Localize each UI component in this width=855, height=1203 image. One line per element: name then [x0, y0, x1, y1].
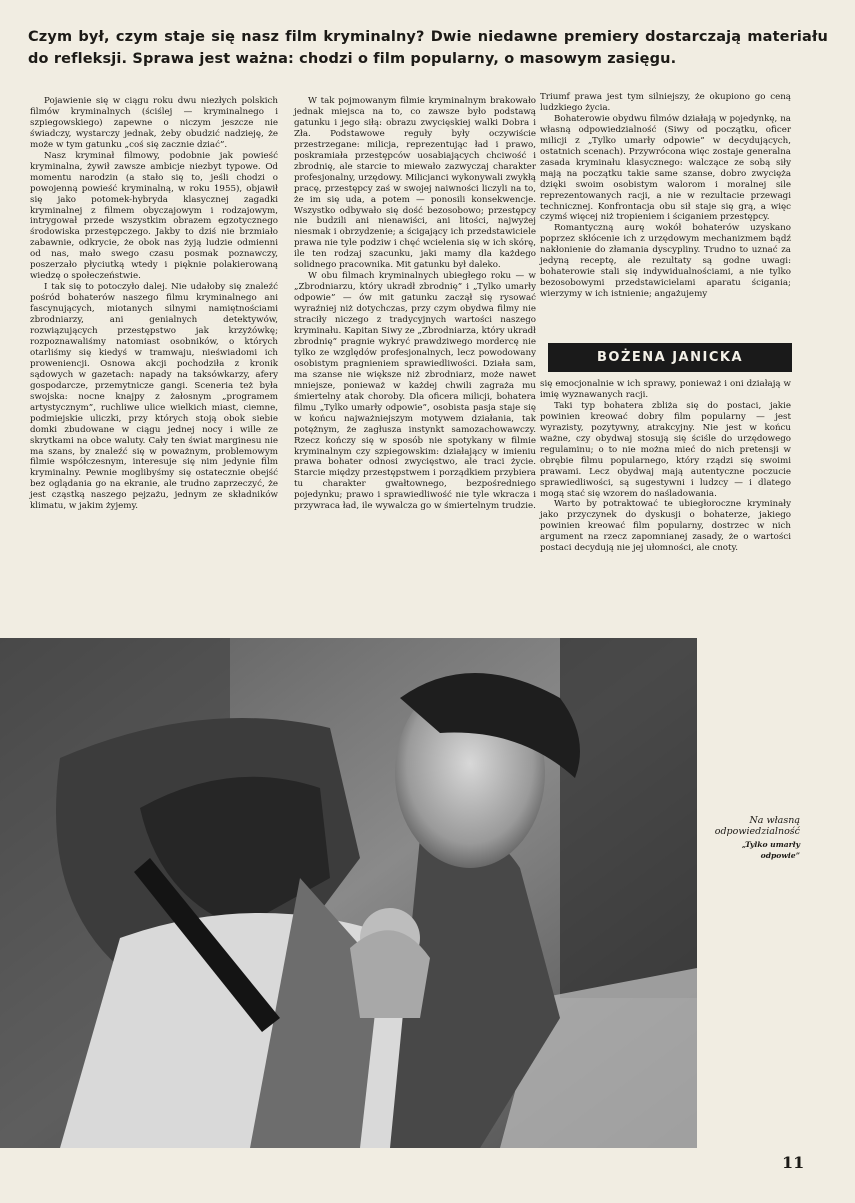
page-number: 11	[782, 1153, 805, 1172]
article-column-2	[294, 96, 536, 512]
paragraph: Warto by potraktować te ubiegłoroczne kryminały jako przyczynek do dyskusji o bohaterze, jakiego powinien kreować film popularny, dostrzec w nich argument na rzecz zapomnianej zasady, że o wartości postaci decydują nie jej ułomności, ale cnoty.	[540, 499, 791, 554]
paragraph: W tak pojmowanym filmie kryminalnym brakowało jednak miejsca na to, co zawsze było podstawą gatunku i jego siłą: obrazu zwycięskiej walki Dobra i Zła. Podstawowe reguły były oczywiście przestrzegane: milicja, reprezentując ład i prawo, poskramiała przestępców uosabiających chciwość i zbrodnię, ale starcie to miewało zazwyczaj charakter profesjonalny, urzędowy. Milicjanci wykonywali zwykłą pracę, przestępcy zaś w swojej naiwności liczyli na to, że im się uda, a potem — ponosili konsekwencje. Wszystko odbywało się dość bezosobowo; przestępcy nie budzili ani nienawiści, ani litości, najwyżej niesmak i obrzydzenie; a ścigający ich przedstawiciele prawa nie tyle podziw i chęć wcielenia się w ich skórę, ile ten rodzaj szacunku, jaki mamy dla każdego solidnego pracownika. Mit gatunku był daleko.	[294, 96, 536, 271]
paragraph: Romantyczną aurę wokół bohaterów uzyskano poprzez skłócenie ich z urzędowym mechanizmem bądź nakłonienie do złamania dyscypliny. Trudno to uznać za jedyną receptę, ale rezultaty są godne uwagi: bohaterowie stali się indywidualnościami, a nie tylko bezosobowymi przedstawicielami aparatu ścigania; wierzymy w ich istnienie; angażujemy	[540, 223, 791, 300]
paragraph: Pojawienie się w ciągu roku dwu niezłych polskich filmów kryminalnych (ściślej — kryminalnego i szpiegowskiego) zapewne o niczym jeszcze nie świadczy, wystarczy jednak, żeby obudzić nadzieję, że może w tym gatunku „coś się zacznie dziać”.	[30, 96, 278, 150]
film-still-photo	[0, 638, 697, 1148]
paragraph: Triumf prawa jest tym silniejszy, że okupiono go ceną ludzkiego życia.	[540, 92, 791, 113]
article-column-1	[30, 96, 278, 512]
paragraph: W obu filmach kryminalnych ubiegłego roku — w „Zbrodniarzu, który ukradł zbrodnię” i „Tylko umarły odpowie” — ów mit gatunku zaczął się rysować wyraźniej niż dotychczas, przy czym obydwa filmy nie straciły niczego z tradycyjnych wartości naszego kryminału. Kapitan Siwy ze „Zbrodniarza, który ukradł zbrodnię” pragnie wykryć prawdziwego mordercę nie tylko ze względów profesjonalnych, lecz powodowany osobistym pragnieniem sprawiedliwości. Działa sam, ma szanse nie większe niż zbrodniarz, może nawet mniejsze, ponieważ w każdej chwili zagraża mu śmiertelny atak choroby. Dla oficera milicji, bohatera filmu „Tylko umarły odpowie”, osobista pasja staje się w końcu najważniejszym motywem działania, tak potężnym, że zagłusza instynkt samozachowawczy. Rzecz kończy się w sposób nie spotykany w filmie kryminalnym czy szpiegowskim: działający w imieniu prawa bohater odnosi zwycięstwo, ale traci życie. Starcie między przestępstwem i porządkiem przybiera tu charakter gwałtownego, bezpośredniego pojedynku; prawo i sprawiedliwość nie tyle wkracza i przywraca ład, ile wywalcza go w śmiertelnym trudzie.	[294, 271, 536, 512]
author-byline: BOŻENA JANICKA	[548, 343, 792, 372]
caption-film-title: „Tylko umarły odpowie”	[741, 840, 800, 860]
article-column-3-bottom	[540, 379, 791, 554]
article-column-3-top	[540, 92, 791, 300]
film-still-image	[0, 638, 697, 1148]
paragraph: I tak się to potoczyło dalej. Nie udałoby się znaleźć pośród bohaterów naszego filmu kryminalnego ani fascynujących, miotanych silnymi namiętnościami zbrodniarzy, ani genialnych detektywów, rozwiązujących przestępstwo jak krzyżówkę; rozpoznawaliśmy natomiast osobników, o których otarliśmy się kiedyś w tramwaju, nieświadomi ich proweniencji. Osnowa akcji pochodziła z kronik sądowych w gazetach: napady na taksówkarzy, afery gospodarcze, przemytnicze gangi. Sceneria też była swojska: nocne knajpy z żałosnym „programem artystycznym”, ruchliwe ulice wielkich miast, ciemne, podmiejskie uliczki, przy których stoją obok siebie domki zbudowane w ciągu jednej nocy i wille ze skrytkami na obce waluty. Cały ten świat marginesu nie ma szans, by znaleźć się w poważnym, problemowym filmie współczesnym, interesuje się nim jedynie film kryminalny. Pewnie moglibyśmy się ostatecznie obejść bez oglądania go na ekranie, ale trudno zaprzeczyć, że jest cząstką naszego pejzażu, jednym ze składników klimatu, w jakim żyjemy.	[30, 282, 278, 512]
paragraph: się emocjonalnie w ich sprawy, ponieważ i oni działają w imię wyznawanych racji.	[540, 379, 791, 400]
article-headline: Czym był, czym staje się nasz film kryminalny? Dwie niedawne premiery dostarczają materiału do refleksji. Sprawa jest ważna: chodzi o film popularny, o masowym zasięgu.	[28, 29, 828, 67]
paragraph: Taki typ bohatera zbliża się do postaci, jakie powinien kreować dobry film popularny — jest wyrazisty, pozytywny, atrakcyjny. Nie jest w końcu ważne, czy obydwaj stosują się ściśle do urzędowego regulaminu; o to nie można mieć do nich pretensji w obrębie filmu popularnego, który rządzi się swoimi prawami. Lecz obydwaj mają autentyczne poczucie sprawiedliwości, są sugestywni i ludzcy — i dlatego mogą stać się wzorem do naśladowania.	[540, 400, 791, 499]
paragraph: Nasz kryminał filmowy, podobnie jak powieść kryminalna, żywił zawsze ambicje niezbyt typowe. Od momentu narodzin (a stało się to, jeśli chodzi o powojenną powieść kryminalną, w roku 1955), objawił się jako potomek-hybryda klasycznej zagadki kryminalnej z filmem obyczajowym i rodzajowym, intrygował przede wszystkim obrazem egzotycznego środowiska przestępczego. Jakby to dziś nie brzmiało zabawnie, odkrycie, że obok nas żyją ludzie odmienni od nas, mało swego czasu posmak poznawczy, poszerzało płyciutką wtedy i pięknie polakierowaną wiedzę o społeczeństwie.	[30, 150, 278, 282]
caption-title: Na własną odpowiedzialność	[714, 815, 800, 837]
paragraph: Bohaterowie obydwu filmów działają w pojedynkę, na własną odpowiedzialność (Siwy od początku, oficer milicji z „Tylko umarły odpowie” w decydujących, ostatnich scenach). Przywrócona więc zostaje generalna zasada kryminału klasycznego: walczące ze sobą siły mają na początku takie same szanse, dobro zwycięża dzięki swoim osobistym walorom i moralnej sile reprezentowanych racji, a nie w rezultacie przewagi technicznej. Konfrontacja obu sił staje się grą, a więc czymś więcej niż tropieniem i ściganiem przestępcy.	[540, 113, 791, 223]
photo-caption	[700, 815, 800, 861]
